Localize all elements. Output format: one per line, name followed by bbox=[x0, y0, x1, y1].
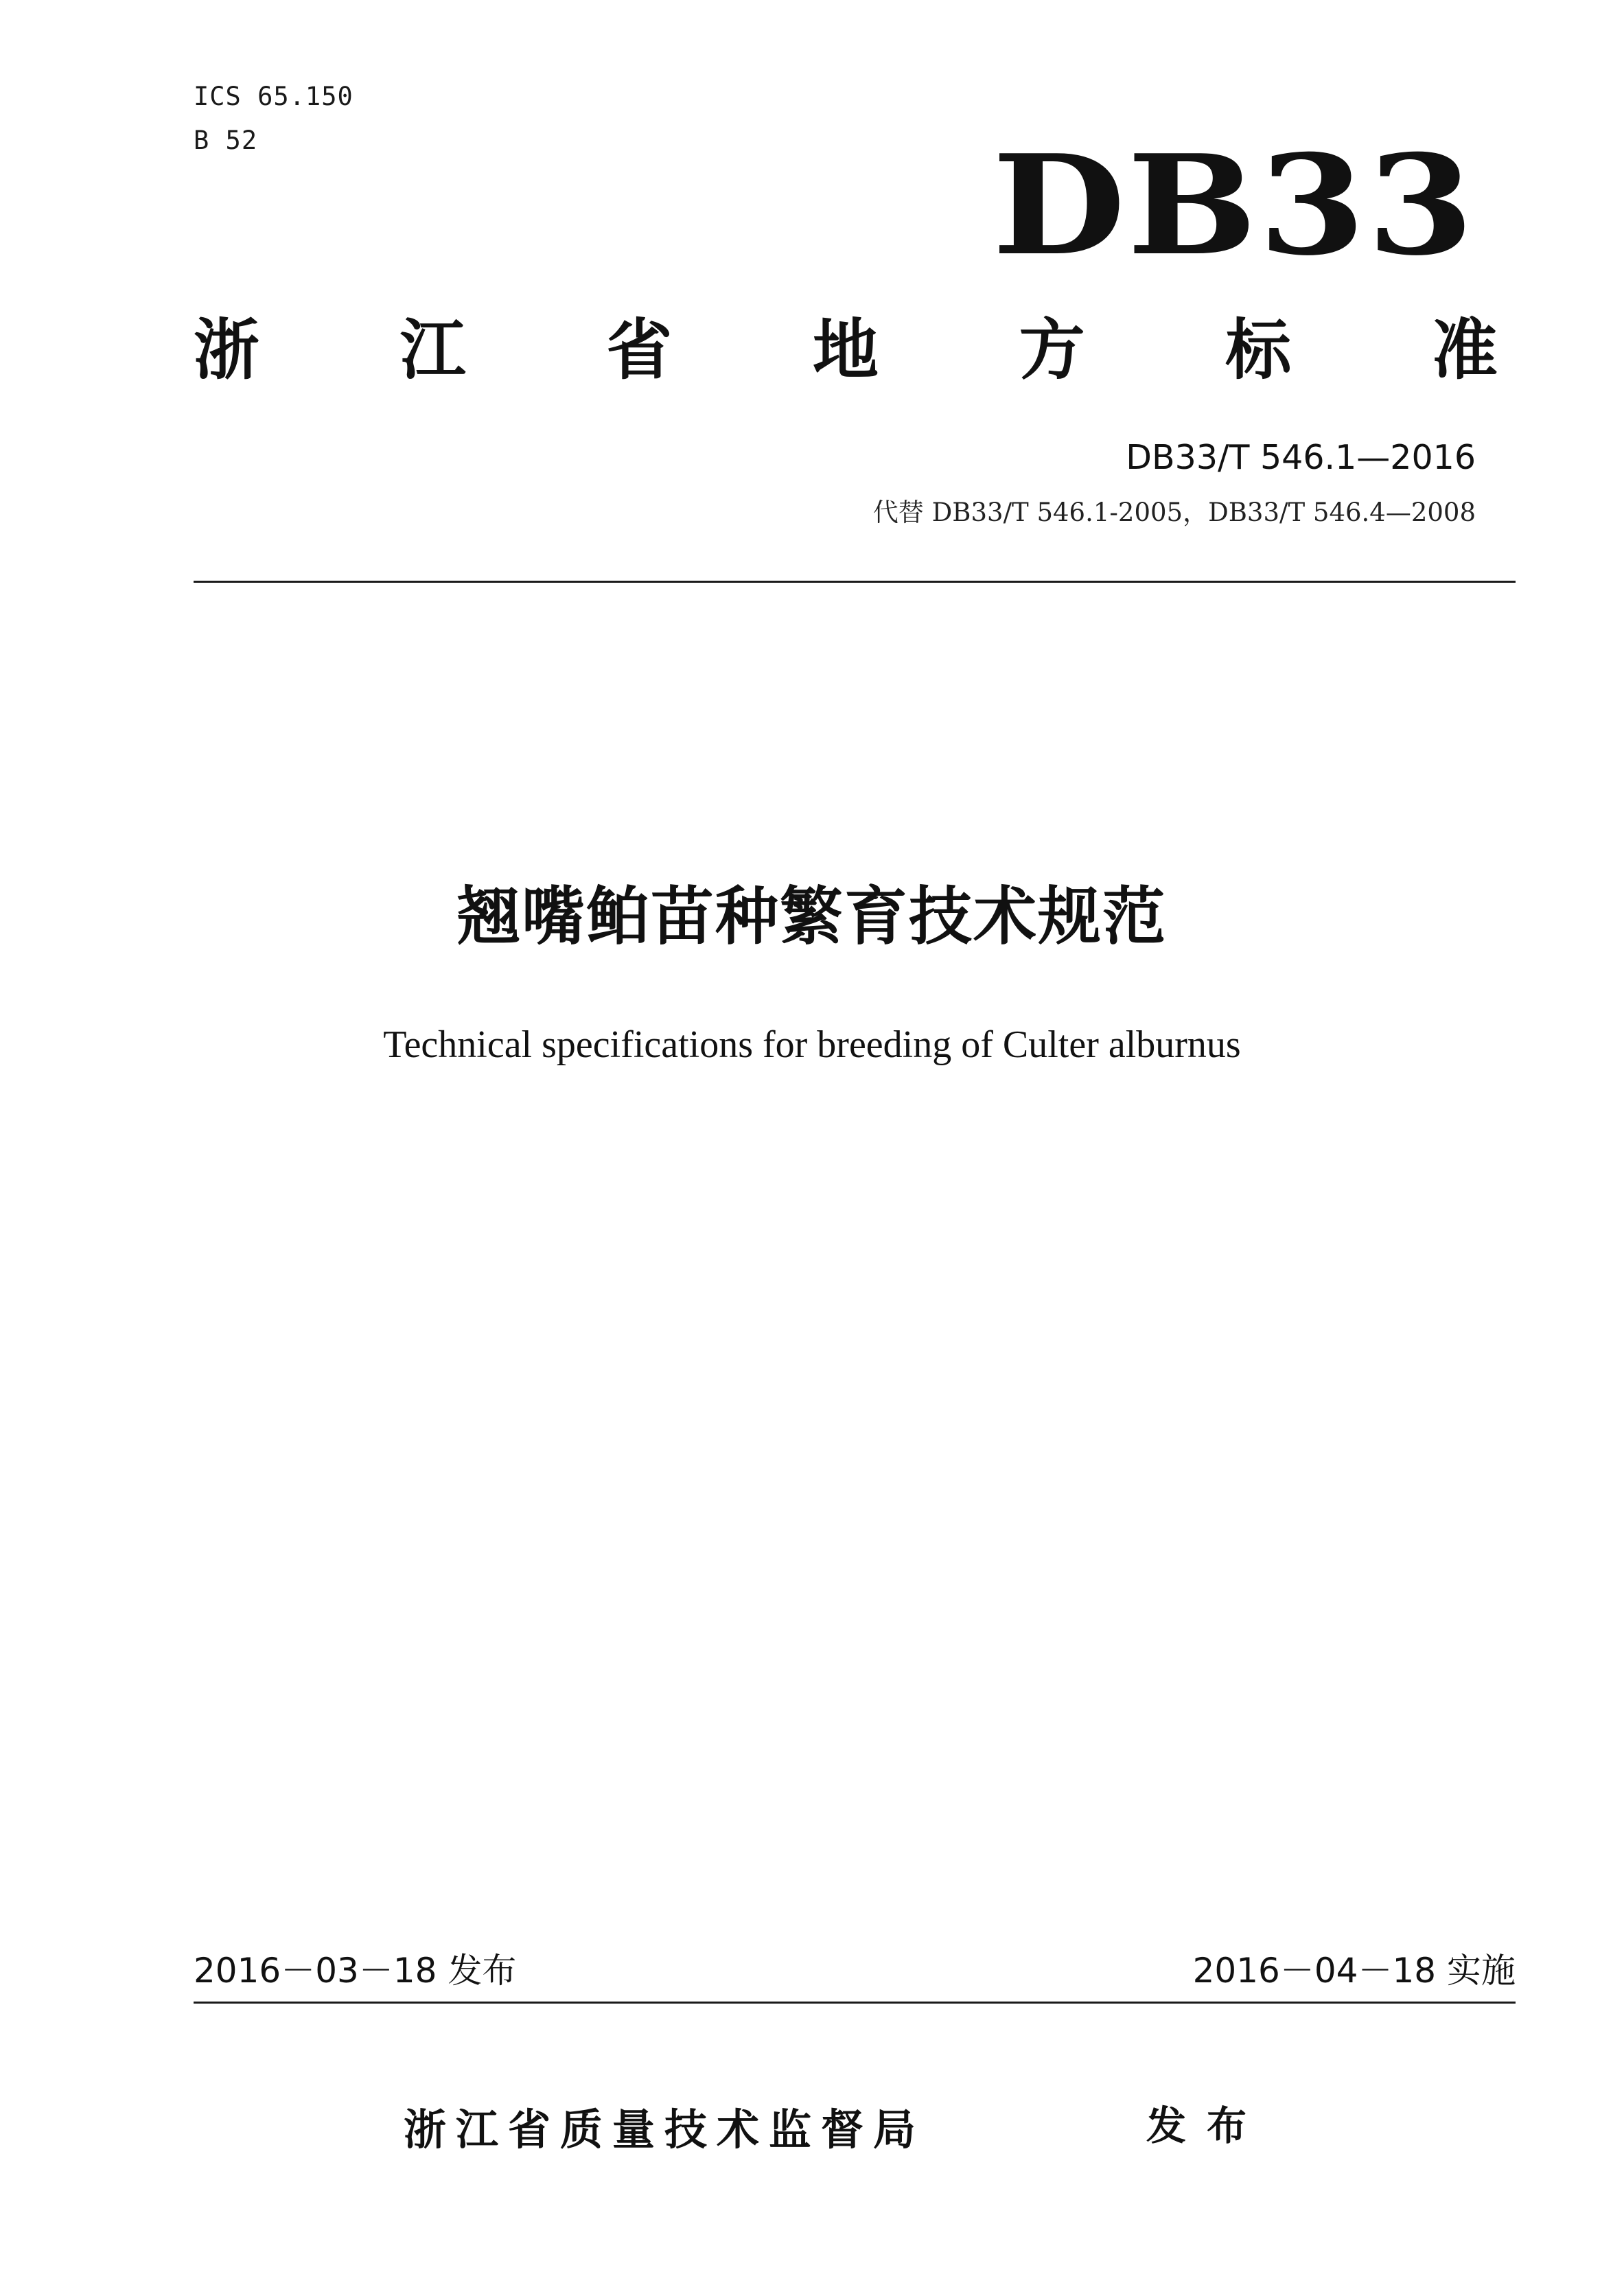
category-char: 地 bbox=[812, 312, 879, 389]
implementation-date: 2016－04－18 实施 bbox=[1192, 1951, 1516, 1991]
issue-date: 2016－03－18 发布 bbox=[194, 1951, 517, 1991]
category-char: 江 bbox=[399, 312, 466, 389]
category-char: 浙 bbox=[194, 312, 259, 389]
ics-code: ICS 65.150 bbox=[194, 82, 353, 111]
document-title-chinese: 翘嘴鲌苗种繁育技术规范 bbox=[456, 880, 1167, 953]
category-char: 准 bbox=[1431, 312, 1498, 389]
standard-category bbox=[194, 312, 1498, 389]
top-divider bbox=[194, 581, 1516, 583]
publisher-name: 浙江省质量技术监督局 bbox=[404, 2104, 926, 2155]
category-char: 标 bbox=[1225, 312, 1292, 389]
ccs-code: B 52 bbox=[194, 126, 258, 155]
category-char: 方 bbox=[1019, 312, 1085, 389]
publish-label: 发布 bbox=[1146, 2102, 1268, 2149]
document-title-english: Technical specifications for breeding of Culter alburnus bbox=[383, 1023, 1241, 1066]
standard-number: DB33/T 546.1—2016 bbox=[1126, 438, 1476, 477]
category-char: 省 bbox=[606, 312, 673, 389]
bottom-divider bbox=[194, 2002, 1516, 2004]
replaces-note: 代替 DB33/T 546.1-2005，DB33/T 546.4—2008 bbox=[872, 498, 1476, 527]
standard-mark: DB33 bbox=[992, 125, 1476, 286]
